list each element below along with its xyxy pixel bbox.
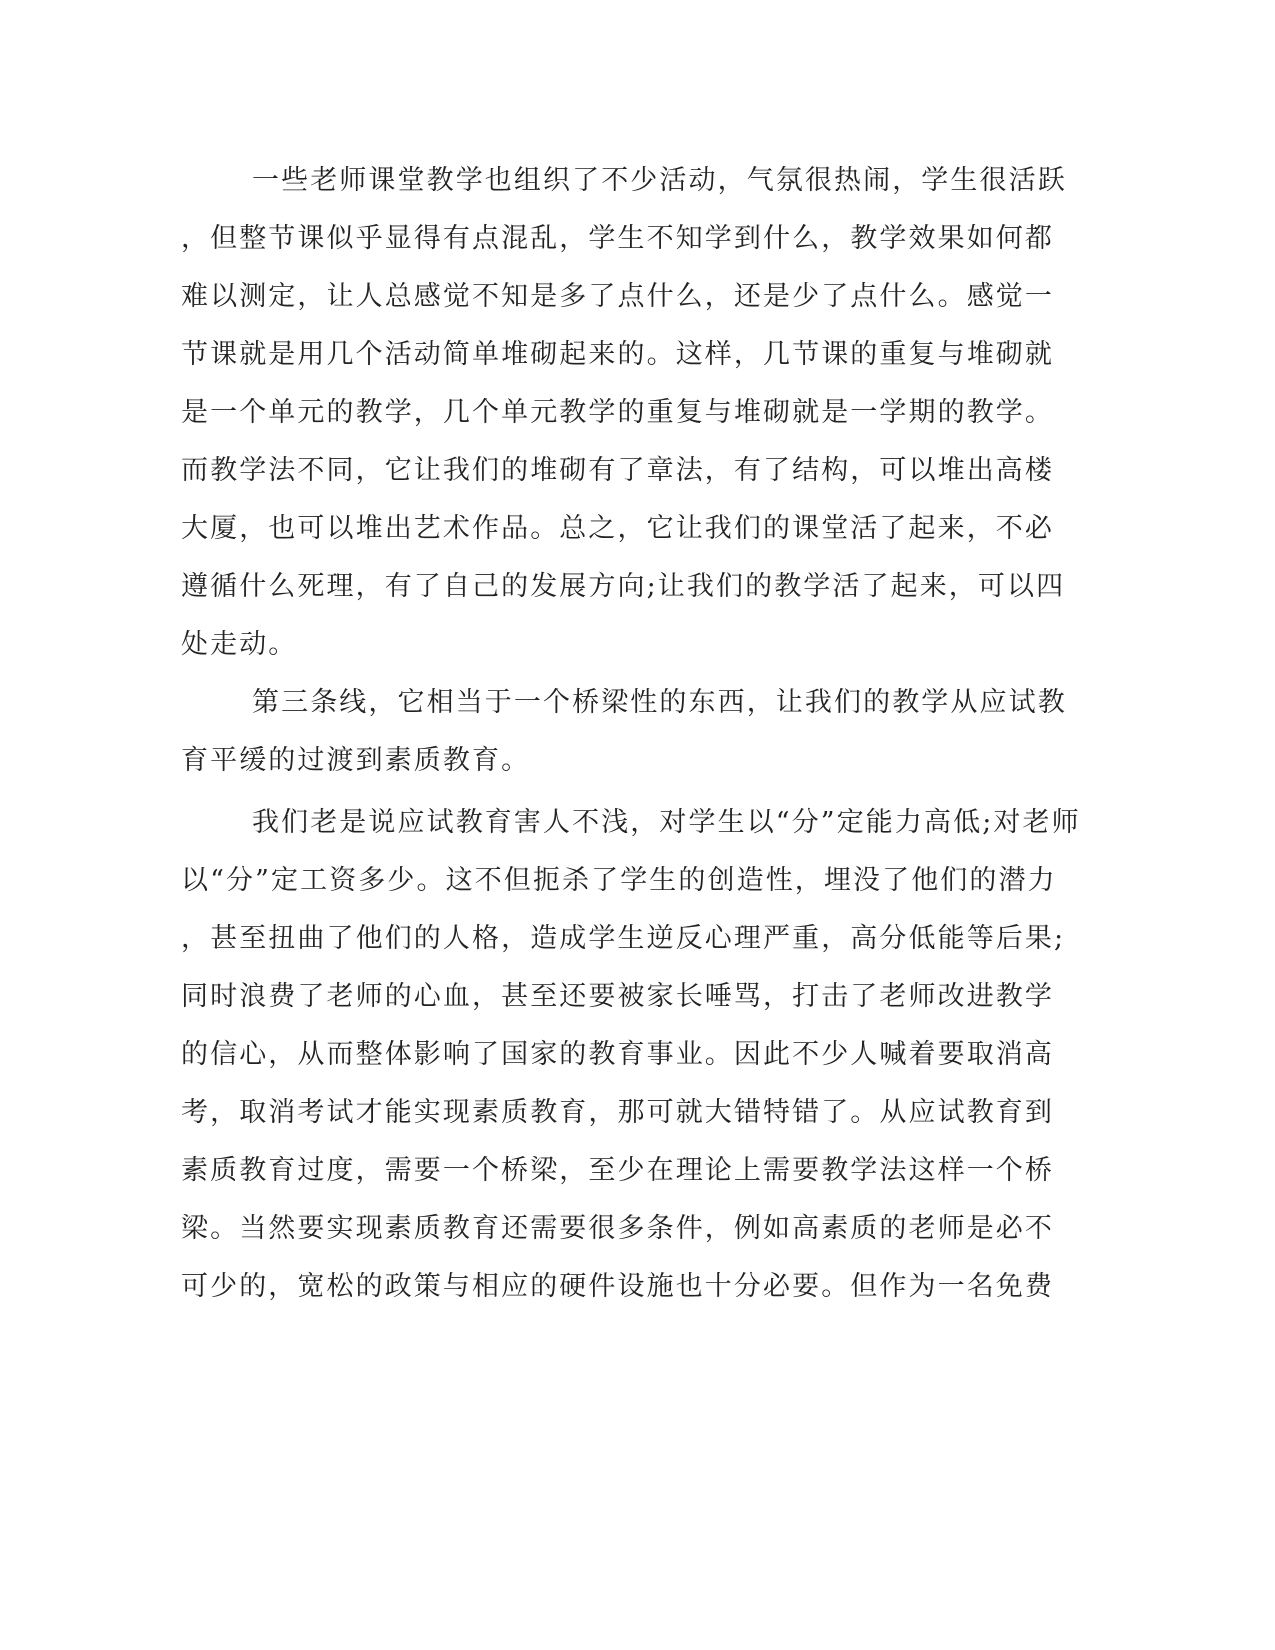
- paragraph-2-line-2: 育平缓的过渡到素质教育。: [181, 745, 531, 776]
- paragraph-1-line-1: 一些老师课堂教学也组织了不少活动，气氛很热闹，学生很活跃: [252, 165, 1067, 196]
- paragraph-1-line-4: 节课就是用几个活动简单堆砌起来的。这样，几节课的重复与堆砌就: [181, 339, 1054, 370]
- paragraph-3-line-2: 以“分”定工资多少。这不但扼杀了学生的创造性，埋没了他们的潜力: [181, 865, 1057, 896]
- paragraph-1-line-8: 遵循什么死理，有了自己的发展方向;让我们的教学活了起来，可以四: [181, 571, 1066, 602]
- paragraph-3-line-4: 同时浪费了老师的心血，甚至还要被家长唾骂，打击了老师改进教学: [181, 981, 1054, 1012]
- paragraph-1-line-5: 是一个单元的教学，几个单元教学的重复与堆砌就是一学期的教学。: [181, 397, 1054, 428]
- paragraph-3-line-7: 素质教育过度，需要一个桥梁，至少在理论上需要教学法这样一个桥: [181, 1155, 1054, 1186]
- paragraph-1-line-6: 而教学法不同，它让我们的堆砌有了章法，有了结构，可以堆出高楼: [181, 455, 1054, 486]
- paragraph-3-line-6: 考，取消考试才能实现素质教育，那可就大错特错了。从应试教育到: [181, 1097, 1054, 1128]
- paragraph-3-line-5: 的信心，从而整体影响了国家的教育事业。因此不少人喊着要取消高: [181, 1039, 1054, 1070]
- paragraph-3-line-9: 可少的，宽松的政策与相应的硬件设施也十分必要。但作为一名免费: [181, 1271, 1054, 1302]
- paragraph-3-line-8: 梁。当然要实现素质教育还需要很多条件，例如高素质的老师是必不: [181, 1213, 1054, 1244]
- paragraph-1-line-7: 大厦，也可以堆出艺术作品。总之，它让我们的课堂活了起来，不必: [181, 513, 1054, 544]
- paragraph-1-line-3: 难以测定，让人总感觉不知是多了点什么，还是少了点什么。感觉一: [181, 281, 1054, 312]
- paragraph-3-line-1: 我们老是说应试教育害人不浅，对学生以“分”定能力高低;对老师: [252, 807, 1081, 838]
- paragraph-3-line-3: ，甚至扭曲了他们的人格，造成学生逆反心理严重，高分低能等后果;: [181, 923, 1066, 954]
- paragraph-1-line-2: ，但整节课似乎显得有点混乱，学生不知学到什么，教学效果如何都: [181, 223, 1054, 254]
- paragraph-1-line-9: 处走动。: [181, 629, 298, 660]
- paragraph-2-line-1: 第三条线，它相当于一个桥梁性的东西，让我们的教学从应试教: [252, 687, 1067, 718]
